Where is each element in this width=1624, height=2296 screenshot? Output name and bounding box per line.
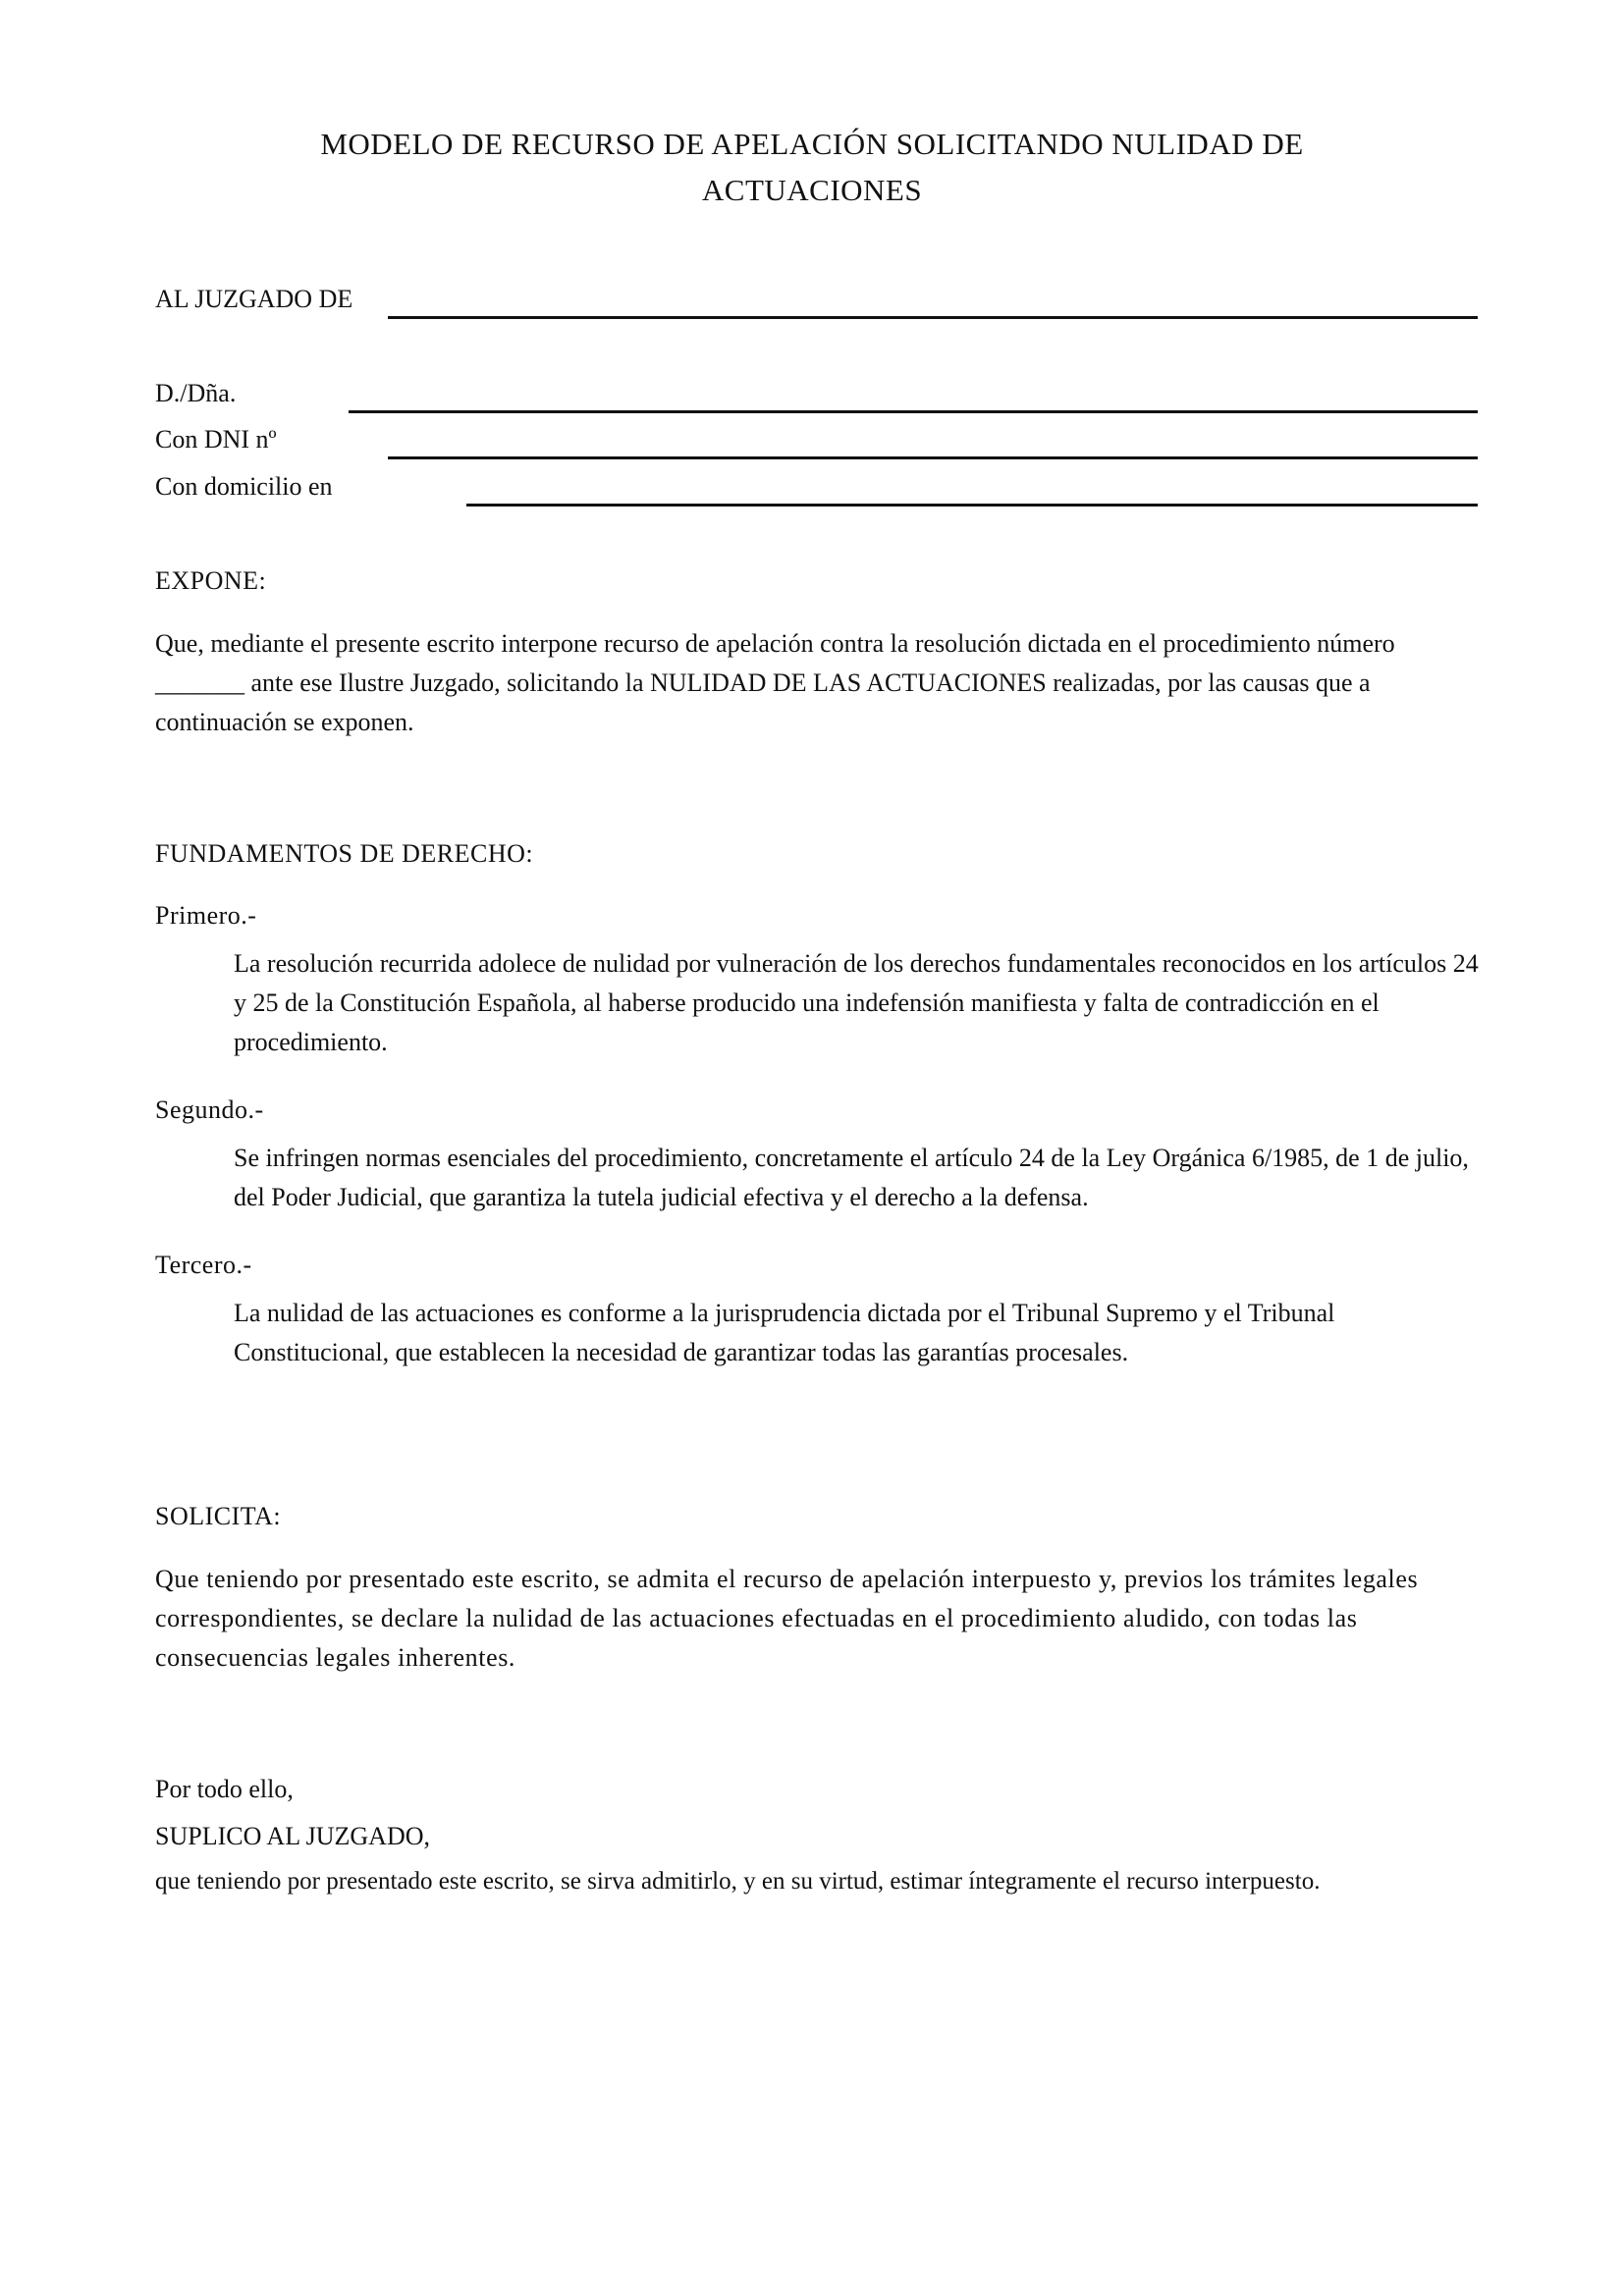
closing-line-2: SUPLICO AL JUZGADO, (155, 1822, 430, 1850)
fundamento-segundo-text: Se infringen normas esenciales del procedimiento, concretamente el artículo 24 de la Ley Orgánica 6/1985, de 1 de julio, del Poder Judicial, que garantiza la tutela judicial efectiva y el derecho a la defensa. (234, 1144, 1469, 1211)
fundamento-segundo-label: Segundo.- (155, 1095, 264, 1124)
fundamento-primero-label: Primero.- (155, 901, 257, 930)
expone-heading: EXPONE: (155, 566, 267, 595)
solicita-text: Que teniendo por presentado este escrito, se admita el recurso de apelación interpuesto y, previos los trámites legales correspondientes, se declare la nulidad de las actuaciones efectuadas en el procedimiento aludido, con todas las consecuencias legales inherentes. (155, 1565, 1419, 1672)
document-title-line-1: MODELO DE RECURSO DE APELACIÓN SOLICITANDO NULIDAD DE (320, 127, 1304, 161)
closing-line-3: que teniendo por presentado este escrito, se sirva admitirlo, y en su virtud, estimar íntegramente el recurso interpuesto. (155, 1868, 1321, 1895)
closing-line-1: Por todo ello, (155, 1775, 294, 1803)
name-blank-line[interactable] (349, 410, 1478, 413)
name-label: D./Dña. (155, 379, 237, 407)
dni-label: Con DNI nº (155, 425, 277, 454)
fundamentos-heading: FUNDAMENTOS DE DERECHO: (155, 839, 534, 868)
juzgado-label: AL JUZGADO DE (155, 285, 353, 313)
solicita-heading: SOLICITA: (155, 1502, 282, 1530)
fundamento-tercero-text: La nulidad de las actuaciones es conforme a la jurisprudencia dictada por el Tribunal Supremo y el Tribunal Constitucional, que establecen la necesidad de garantizar todas las garantías procesales. (234, 1299, 1335, 1366)
domicilio-blank-line[interactable] (466, 504, 1478, 507)
juzgado-blank-line[interactable] (388, 316, 1478, 319)
expone-text: Que, mediante el presente escrito interpone recurso de apelación contra la resolución dictada en el procedimiento número _______ ante ese Ilustre Juzgado, solicitando la NULIDAD DE LAS ACTUACIONES realizadas, por las causas que a continuación se exponen. (155, 629, 1395, 736)
document-title-line-2: ACTUACIONES (701, 173, 923, 207)
domicilio-label: Con domicilio en (155, 472, 333, 501)
fundamento-tercero-label: Tercero.- (155, 1251, 252, 1279)
dni-blank-line[interactable] (388, 456, 1478, 459)
fundamento-primero-text: La resolución recurrida adolece de nulidad por vulneración de los derechos fundamentales reconocidos en los artículos 24 y 25 de la Constitución Española, al haberse producido una indefensión manifiesta y falta de contradicción en el procedimiento. (234, 949, 1479, 1056)
